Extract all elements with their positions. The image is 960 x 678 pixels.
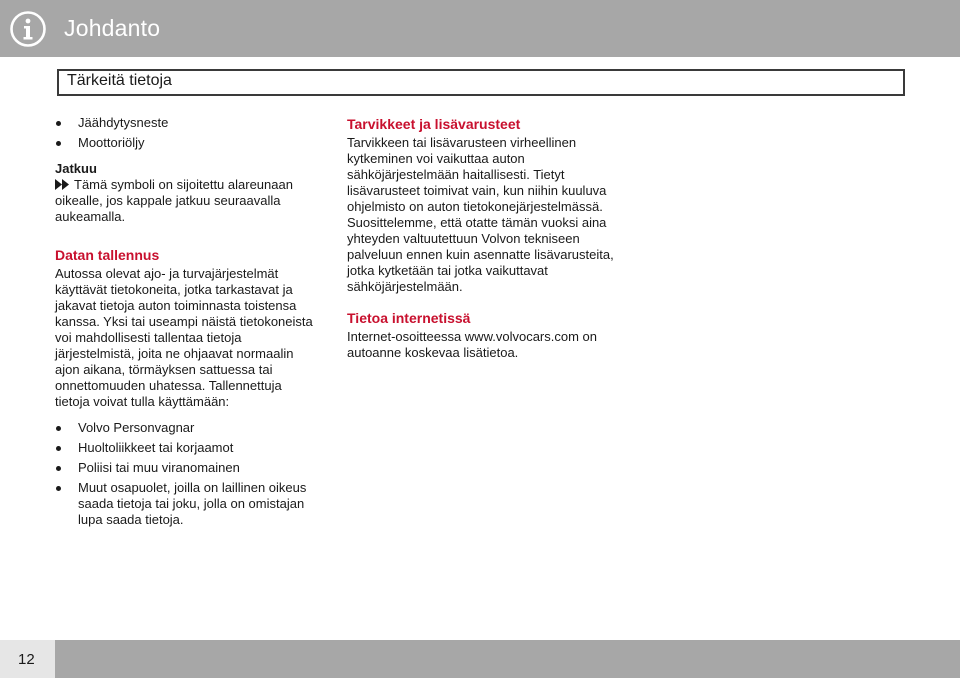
section-title-box (57, 69, 905, 96)
info-circle-icon (9, 10, 47, 48)
list-item: Poliisi tai muu viranomainen (55, 460, 317, 476)
accessories-heading: Tarvikkeet ja lisävarusteet (347, 116, 521, 132)
list-item: Huoltoliikkeet tai korjaamot (55, 440, 317, 456)
jatkuu-text: Tämä symboli on sijoitettu alareunaan oikealle, jos kappale jatkuu seuraavalla aukeamalla. (55, 177, 293, 224)
right-column (347, 115, 632, 361)
footer-bar (55, 640, 960, 678)
jatkuu-paragraph (55, 177, 317, 225)
list-item: Jäähdytysneste (55, 115, 317, 131)
page-number: 12 (18, 651, 35, 668)
data-storage-heading: Datan tallennus (55, 247, 160, 263)
list-item: Muut osapuolet, joilla on laillinen oikeus saada tietoja tai joku, jolla on omistajan lupa saada tietoja. (55, 480, 317, 528)
internet-text: Internet-osoitteessa www.volvocars.com on autoanne koskevaa lisätietoa. (347, 329, 597, 360)
list-item: Volvo Personvagnar (55, 420, 317, 436)
accessories-text: Tarvikkeen tai lisävarusteen virheellinen kytkeminen voi vaikuttaa auton sähköjärjestelmään haitallisesti. Tietyt lisävarusteet toimivat vain, kun niihin kuuluva ohjelmisto on auton tietokonejärjestelmässä. Suosittelemme, että otatte tämän vuoksi aina yhteyden valtuutettuun Volvon tekniseen palveluun ennen kuin asennatte lisävarusteita, jotka kytketään tai jotka vaikuttavat sähköjärjestelmään. (347, 135, 614, 294)
page-title: Johdanto (64, 15, 161, 41)
continue-arrows-icon (55, 179, 70, 190)
data-storage-text: Autossa olevat ajo- ja turvajärjestelmät käyttävät tietokoneita, jotka tarkastavat ja jakavat tietoja auton toiminnasta toistensa kanssa. Yksi tai useampi näistä tietokoneista voi mahdollisesti tallentaa tietoja järjestelmistä, joita ne ohjaavat normaalin ajon aikana, törmäyksen sattuessa tai onnettomuuden uhatessa. Tallennettuja tietoja voivat tulla käyttämään: (55, 266, 313, 409)
header-bar (0, 0, 960, 57)
bottom-bullet-list (55, 420, 317, 528)
top-bullet-list (55, 115, 317, 151)
left-column (55, 115, 317, 532)
internet-heading: Tietoa internetissä (347, 310, 471, 326)
jatkuu-heading: Jatkuu (55, 161, 97, 176)
section-title: Tärkeitä tietoja (67, 72, 172, 89)
list-item: Moottoriöljy (55, 135, 317, 151)
